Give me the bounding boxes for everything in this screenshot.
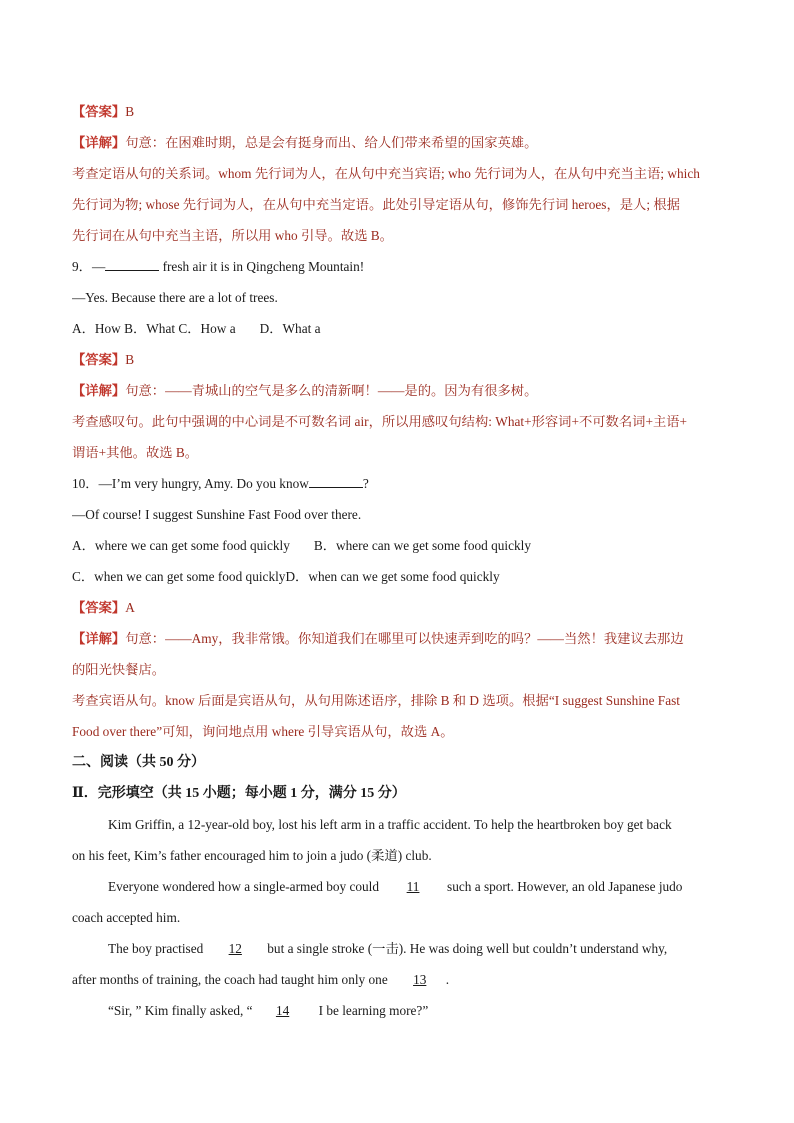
q10-option-a: A．where we can get some food quickly [72, 538, 290, 553]
q8-explain-line-1: 考查定语从句的关系词。whom 先行词为人，在从句中充当宾语; who 先行词为人，在从句中充当主语; which [72, 166, 700, 181]
q9-options [72, 313, 724, 344]
q9-options-abc: A．How B．What C．How a [72, 321, 236, 336]
section-heading: 二、阅读（共 50 分） [72, 755, 205, 770]
passage-p4-line-1 [72, 995, 724, 1026]
q10-stem [72, 468, 724, 499]
q9-explain-line-1: 考查感叹句。此句中强调的中心词是不可数名词 air，所以用感叹句结构: What+形容词+不可数名词+主语+ [72, 414, 688, 429]
q10-reply: —Of course! I suggest Sunshine Fast Food over there. [72, 507, 362, 522]
detail-tag: 【详解】 [72, 135, 126, 150]
passage-p1-line-1: Kim Griffin, a 12-year-old boy, lost his left arm in a traffic accident. To help the heartbroken boy get back [108, 817, 672, 832]
q10-stem-end: ? [362, 476, 369, 491]
passage-p2-line-2: coach accepted him. [72, 910, 181, 925]
q10-detail-line-1 [72, 623, 724, 654]
detail-text: 句意：——Amy，我非常饿。你知道我们在哪里可以快速弄到吃的吗？——当然！我建议去那边 [125, 631, 684, 646]
q10-options-cd [72, 561, 724, 592]
blank-14: 14 [275, 1003, 290, 1018]
passage-p1-line-2: on his feet, Kim’s father encouraged him to join a judo (柔道) club. [72, 848, 432, 863]
blank-12: 12 [228, 941, 242, 956]
q10-blank [309, 475, 363, 488]
passage-text: such a sport. However, an old Japanese judo [447, 879, 683, 894]
answer-value: B [125, 104, 135, 119]
passage-text: I be learning more?” [318, 1003, 429, 1018]
q10-option-b: B．where can we get some food quickly [313, 538, 531, 553]
blank-11: 11 [406, 879, 420, 894]
passage-p3-line-1 [72, 933, 724, 964]
q10-option-c: C．when we can get some food quickly [72, 569, 286, 584]
passage-text: . [445, 972, 450, 987]
q10-option-d: D．when can we get some food quickly [285, 569, 500, 584]
q9-blank [105, 258, 159, 271]
answer-value: A [125, 600, 135, 615]
passage-text: Everyone wondered how a single-armed boy could [108, 879, 380, 894]
detail-text: 句意：在困难时期，总是会有挺身而出、给人们带来希望的国家英雄。 [125, 135, 538, 150]
answer-tag: 【答案】 [72, 600, 126, 615]
q9-number: 9．— [72, 259, 106, 274]
passage-text: but a single stroke (一击). He was doing well but couldn’t understand why, [267, 941, 668, 956]
q9-option-d: D．What a [259, 321, 321, 336]
passage-text: “Sir, ” Kim finally asked, “ [108, 1003, 253, 1018]
q8-explain-line-2: 先行词为物; whose 先行词为人，在从句中充当定语。此处引导定语从句，修饰先行词 heroes，是人; 根据 [72, 197, 680, 212]
answer-value: B [125, 352, 135, 367]
q8-explain-line-3: 先行词在从句中充当主语，所以用 who 引导。故选 B。 [72, 228, 393, 243]
q9-stem [72, 251, 724, 282]
q9-stem-rest: fresh air it is in Qingcheng Mountain! [159, 259, 365, 274]
q10-explain-line-1: 考查宾语从句。know 后面是宾语从句，从句用陈述语序，排除 B 和 D 选项。根据“I suggest Sunshine Fast [72, 693, 680, 708]
answer-tag: 【答案】 [72, 352, 126, 367]
q9-explain-line-2: 谓语+其他。故选 B。 [72, 445, 199, 460]
q9-answer-line [72, 344, 724, 375]
passage-p3-line-2 [72, 964, 724, 995]
detail-text: 句意：——青城山的空气是多么的清新啊！——是的。因为有很多树。 [125, 383, 538, 398]
document-page [72, 96, 724, 1026]
q10-stem-start: 10．—I’m very hungry, Amy. Do you know [72, 476, 309, 491]
passage-p2-line-1 [72, 871, 724, 902]
passage-text: after months of training, the coach had taught him only one [72, 972, 388, 987]
q8-detail-line [72, 127, 724, 158]
detail-tag: 【详解】 [72, 383, 126, 398]
q8-answer-line [72, 96, 724, 127]
q9-detail-line [72, 375, 724, 406]
passage-text: The boy practised [108, 941, 204, 956]
q10-options-ab [72, 530, 724, 561]
q10-answer-line [72, 592, 724, 623]
q10-explain-line-2: Food over there”可知，询问地点用 where 引导宾语从句，故选 A。 [72, 724, 454, 739]
section-subheading: Ⅱ．完形填空（共 15 小题；每小题 1 分，满分 15 分） [72, 786, 406, 801]
detail-tag: 【详解】 [72, 631, 126, 646]
blank-13: 13 [413, 972, 427, 987]
q9-reply: —Yes. Because there are a lot of trees. [72, 290, 278, 305]
q10-detail-line-2: 的阳光快餐店。 [72, 662, 166, 677]
answer-tag: 【答案】 [72, 104, 126, 119]
